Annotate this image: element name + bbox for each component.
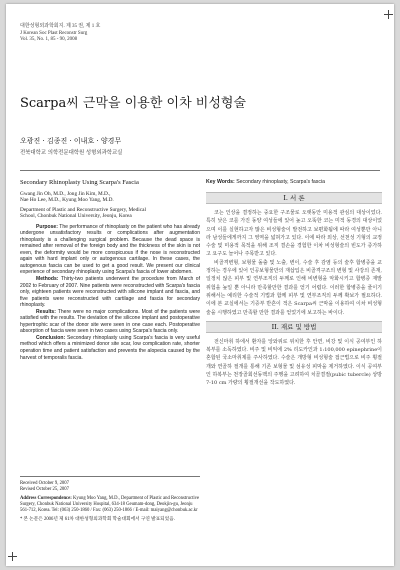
affiliation-english-line: School, Chonbuk National University, Jeonju, Korea (20, 213, 132, 220)
abstract-methods-label: Methods: (36, 276, 59, 282)
paragraph: 코는 인상을 결정하는 중요한 구조물로 오랫동안 미용적 관심의 대상이었다. 특히 낮은 코를 가진 동양 여성들에 있어 높고 오뚝한 코는 미적 동경의 대상이었으며 이를 실현하고자 많은 비성형술이 발전하고 보편화됨에 따라 여성뿐만 아니라 남성들에게까지 그 영역을 넓혀가고 있다. 이에 따라 외상, 선천성 기형의 교정수술 및 미용적 목적을 위해 조직 결손을 경험한 이차 비성형술의 빈도가 증가하고 요구도 늘어나 주목받고 있다. (206, 210, 382, 258)
methods-text (206, 338, 382, 388)
received-date: Received October 9, 2007 (20, 481, 69, 486)
authors-english-line: Nae Ho Lee, M.D., Kyung Moo Yang, M.D. (20, 197, 114, 204)
crop-mark-icon (384, 10, 393, 19)
journal-header (20, 24, 100, 44)
abstract-methods-text: Thirty-two patients underwent the procedure from March of 2002 to February of 2007. Nine patients were reconstructed with Scarpa's fascia only, eighteen patients were reconstructed with silicone implant and fascia, and five patients were reconstructed with cartilage and fascia for secondary rhinoplasty. (20, 276, 201, 309)
abstract-results-label: Results: (36, 308, 56, 315)
abstract-conclusion (20, 335, 200, 361)
english-abstract-column (20, 179, 200, 361)
journal-volume: Vol. 35, No. 1, 85 - 90, 2008 (20, 37, 78, 42)
abstract-results (20, 309, 200, 335)
affiliation-english (20, 207, 200, 220)
abstract-results-text: There were no major complications. Most of the patients were satisfied with the results. The deviation of the silicone implant and postoperative hypertrophic scar of the donor site were seen in one case each. Postoperative absorption of fascia were seen in two cases using Scarpa's fascia only. (20, 308, 201, 335)
body-column (206, 179, 382, 388)
authors-korean: 오광진 · 김종진 · 이내호 · 양경무 (20, 137, 122, 145)
abstract-conclusion-label: Conclusion: (36, 334, 66, 341)
address-text: Kyung Moo Yang, M.D., Department of Plastic and Reconstructive Surgery, Chonbuk National University Hospital, 634-18 Geumam-dong, Deokjin-gu, Jeonju 561-712, Korea. Tel: (063) 250-1860 / Fax: (063) 250-1866 / E-mail: maiyang@chonbuk.ac.kr (20, 495, 200, 513)
article-title-english: Secondary Rhinoplasty Using Scarpa's Fascia (20, 179, 139, 186)
footnotes (20, 481, 200, 522)
journal-page (6, 4, 394, 566)
abstract (20, 224, 200, 361)
crop-mark-icon (8, 552, 17, 561)
abstract-purpose (20, 224, 200, 276)
abstract-conclusion-text: Secondary rhinoplasty using Scarpa's fascia is very useful method which offers a minimized donor site scar, low complication rate, shorter operation time and patient satisfaction and prevents the alopecia caused by the harvest of temporalis fascia. (20, 334, 200, 361)
header-divider (20, 170, 380, 171)
revised-date: Revised October 25, 2007 (20, 486, 69, 492)
affiliation-korean: 전북대학교 의학전문대학원 성형외과학교실 (20, 150, 123, 156)
journal-name-korean: 대한성형외과학회지. 제 35 권, 제 1 호 (20, 24, 101, 29)
correspondence-address (20, 496, 200, 514)
abstract-methods (20, 276, 200, 309)
abstract-purpose-label: Purpose: (36, 223, 58, 230)
article-title-korean: Scarpa씨 근막을 이용한 이차 비성형술 (20, 96, 247, 111)
abstract-purpose-text: The performance of rhinoplasty on the patient who has already undergone unsatisfactory results or complications after augmentation rhinoplasty is a challenging surgical problem. Because the dead space is remained after removal of the foreign body and the thickness of the skin is not even, the deformity would be more conspicuous if the nose is reconstructed again with hard implant only or autogenous cartilage. In these cases, the autogenous fascia can be used to get a good result. We present our clinical experience of secondary rhinoplasty using Scarpa's fascia of lower abdomen. (20, 223, 201, 276)
authors-english (20, 191, 200, 204)
journal-name-english: J Korean Soc Plast Reconstr Surg (20, 30, 88, 36)
introduction-text (206, 209, 382, 317)
section-heading-introduction: I. 서 론 (206, 192, 382, 204)
presentation-note: * 본 논문은 2006년 제 61차 대한성형외과학회 학술대회에서 구연 발표되었음. (20, 516, 175, 522)
address-label: Address Correspondence: (20, 495, 72, 501)
keywords (206, 179, 382, 186)
affiliation-english-line: Department of Plastic and Reconstructive Surgery, Medical (20, 206, 146, 213)
keywords-text: Secondary rhinoplasty, Scarpa's fascia (236, 179, 326, 185)
paragraph: 전신마취 하에서 환자를 앙와위로 위치한 후 안면, 비강 및 이식 공여부인 하복부를 소독하였다. 비주 및 비익에 2% 리도카인과 1:100,000 epinephrine이 혼합된 국소마취제를 주사하였다. 수술은 개방형 비성형술 접근법으로 비주 횡절개와 연골하 절개를 통해 기존 보형물 및 섬유성 피막을 제거하였다. 이식 공여부인 하복부는 천장골회선동맥의 주행을 고려하여 치골결절(pubic tubercle) 상방 7-10 cm 가량의 횡절개선을 작도하였다. (206, 338, 382, 387)
section-heading-methods: II. 재료 및 방법 (206, 321, 382, 333)
authors-english-line: Gwang Jin Oh, M.D., Jong Jin Kim, M.D., (20, 191, 111, 197)
footnote-divider (20, 476, 200, 477)
keywords-label: Key Words: (206, 179, 235, 185)
paragraph: 비골격변형, 보형물 돌출 및 노출, 변이, 수술 후 감염 등의 술후 합병증을 교정하는 경우에 있어 인공보형물만의 재삽입은 비골격구조의 변형 및 사강의 존재, 일정치 않은 피부 및 연부조직의 두께로 인해 비변형을 악화시키고 합병증 재발 위험을 높일 뿐 아니라 만족할만한 결과를 얻기 어렵다. 이러한 합병증을 줄이기 위해서는 예리한 수술적 기법과 함께 피부 및 연부조직의 두께 확보가 필요하다. 이에 본 교실에서는 기증부 반흔이 적은 Scarpa씨 근막을 이용하여 이차 비성형술을 시행하였고 만족할 만한 결과를 얻었기에 보고하는 바이다. (206, 259, 382, 316)
